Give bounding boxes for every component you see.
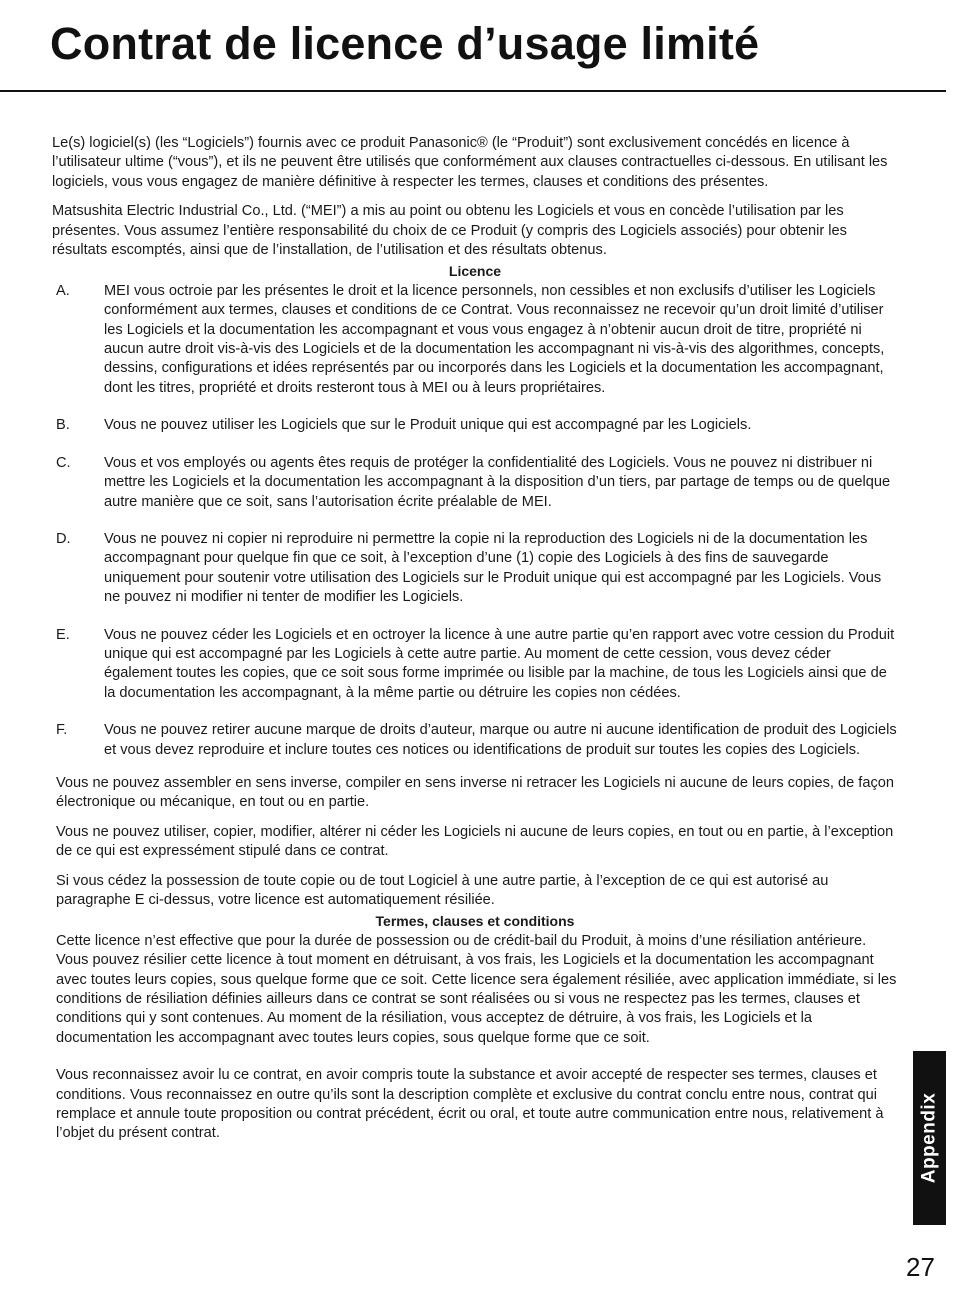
clause-item	[52, 454, 898, 512]
document-body	[52, 134, 898, 1144]
clause-letter: F.	[56, 722, 68, 739]
page-number: 27	[906, 1252, 935, 1282]
clause-letter: A.	[56, 282, 70, 299]
clause-item	[52, 626, 898, 704]
terms-heading: Termes, clauses et conditions	[375, 913, 575, 930]
restriction-paragraph: Vous ne pouvez assembler en sens inverse, compiler en sens inverse ni retracer les Logiciels ni aucune de leurs copies, de façon électronique ou mécanique, en tout ou en partie.	[56, 774, 894, 811]
clause-item	[52, 282, 898, 398]
page-title: Contrat de licence d’usage limité	[50, 18, 760, 69]
intro-paragraph: Le(s) logiciel(s) (les “Logiciels”) fournis avec ce produit Panasonic® (le “Produit”) sont exclusivement concédés en licence à l’utilisateur ultime (“vous”), et ils ne peuvent être utilisés que conformément aux clauses contractuelles ci-dessous. En utilisant les logiciels, vous vous engagez de manière définitive à respecter les termes, clauses et conditions des présentes.	[52, 135, 888, 190]
appendix-tab-label: Appendix	[918, 1092, 940, 1184]
clause-text: Vous ne pouvez céder les Logiciels et en octroyer la licence à une autre partie qu’en rapport avec votre cession du Produit unique qui est accompagné par les Logiciels à cette autre partie. Au moment de cette cession, vous devez céder également toutes les copies, que ce soit sous forme imprimée ou lisible par la machine, de tous les Logiciels ainsi que de la documentation les accompagnant, à la même partie ou détruire les copies non cédées.	[104, 626, 895, 701]
clause-item	[52, 416, 898, 435]
clause-text: Vous ne pouvez ni copier ni reproduire ni permettre la copie ni la reproduction des Logiciels ni de la documentation les accompagnant pour quelque fin que ce soit, à l’exception d’une (1) copie des Logiciels à des fins de sauvegarde uniquement pour soutenir votre utilisation des Logiciels sur le Produit unique qui est accompagné par les Logiciels. Vous ne pouvez ni modifier ni tenter de modifier les Logiciels.	[104, 530, 882, 606]
restriction-paragraph: Si vous cédez la possession de toute copie ou de tout Logiciel à une autre partie, à l’exception de ce qui est autorisé au paragraphe E ci-dessus, votre licence est automatiquement résiliée.	[56, 872, 829, 908]
clause-letter: B.	[56, 417, 70, 434]
clause-letter: C.	[56, 454, 71, 471]
title-rule	[0, 90, 946, 92]
licence-heading: Licence	[448, 263, 502, 280]
clause-text: Vous ne pouvez utiliser les Logiciels que sur le Produit unique qui est accompagné par les Logiciels.	[104, 417, 752, 434]
clause-item	[52, 721, 898, 760]
clause-letter: D.	[56, 530, 71, 547]
appendix-tab	[913, 1051, 946, 1225]
terms-paragraph: Vous reconnaissez avoir lu ce contrat, en avoir compris toute la substance et avoir accepté de respecter ses termes, clauses et conditions. Vous reconnaissez en outre qu’ils sont la description complète et exclusive du contrat conclu entre nous, contrat qui remplace et annule toute proposition ou contrat précédent, écrit ou oral, et toute autre communication entre nous, relativement à l’objet du présent contrat.	[56, 1067, 884, 1142]
clause-text: MEI vous octroie par les présentes le droit et la licence personnels, non cessibles et non exclusifs d’utiliser les Logiciels conformément aux termes, clauses et conditions de ce Contrat. Vous reconnaissez ne recevoir qu’un droit limité d’utiliser les Logiciels et la documentation les accompagnant et vous vous engagez à n’obtenir aucun droit de titre, propriété ni aucun autre droit vis-à-vis des Logiciels et de la documentation les accompagnant ni vis-à-vis des algorithmes, concepts, dessins, configurations et idées représentés par ou incorporés dans les Logiciels et la documentation les accompagnant, dont les titres, propriété et droits resteront tous à MEI ou à leurs propriétaires.	[104, 282, 885, 396]
intro-paragraph: Matsushita Electric Industrial Co., Ltd. (“MEI”) a mis au point ou obtenu les Logiciels et vous en concède l’utilisation par les présentes. Vous assumez l’entière responsabilité du choix de ce Produit (y compris des Logiciels associés) pour obtenir les résultats escomptés, ainsi que de l’installation, de l’utilisation et des résultats obtenus.	[52, 203, 847, 259]
clause-text: Vous ne pouvez retirer aucune marque de droits d’auteur, marque ou autre ni aucune identification de produit des Logiciels et vous devez reproduire et inclure toutes ces notices ou identifications de produit sur toutes les copies des Logiciels.	[104, 722, 897, 758]
clause-text: Vous et vos employés ou agents êtes requis de protéger la confidentialité des Logiciels. Vous ne pouvez ni distribuer ni mettre les Logiciels et la documentation les accompagnant à la disposition d’un tiers, par partage de temps ou de quelque autre manière que ce soit, sans l’autorisation écrite préalable de MEI.	[104, 454, 891, 510]
clause-letter: E.	[56, 626, 70, 643]
restriction-paragraph: Vous ne pouvez utiliser, copier, modifier, altérer ni céder les Logiciels ni aucune de leurs copies, en tout ou en partie, à l’exception de ce qui est expressément stipulé dans ce contrat.	[56, 823, 894, 860]
terms-paragraph: Cette licence n’est effective que pour la durée de possession ou de crédit-bail du Produit, à moins d’une résiliation antérieure. Vous pouvez résilier cette licence à tout moment en détruisant, à vos frais, les Logiciels et la documentation les accompagnant avec toutes leurs copies, sous quelque forme que ce soit. Cette licence sera également résiliée, avec application immédiate, si les conditions de résiliation définies ailleurs dans ce contrat se sont réalisées ou si vous ne respectez pas les termes, clauses et conditions qui y sont contenues. Au moment de la résiliation, vous acceptez de détruire, à vos frais, les Logiciels et la documentation les accompagnant avec toutes leurs copies, sous quelque forme que ce soit.	[56, 932, 897, 1046]
clause-item	[52, 530, 898, 608]
